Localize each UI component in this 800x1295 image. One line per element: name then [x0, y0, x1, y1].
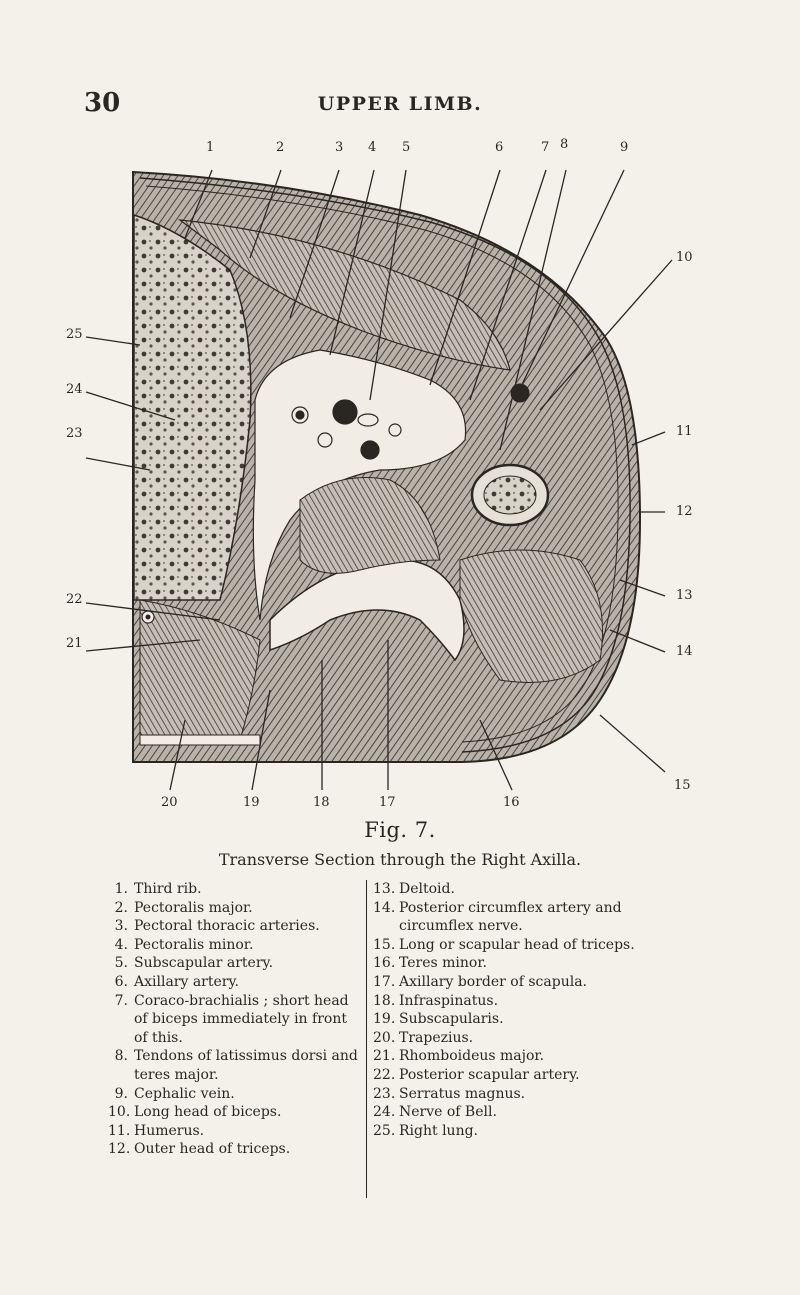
page-number: 30 [84, 88, 121, 118]
legend-item: 15. Long or scapular head of triceps. [373, 936, 635, 953]
callout-14: 14 [676, 644, 693, 659]
legend-item: 11. Humerus. [108, 1122, 205, 1139]
legend-item: 2. Pectoralis major. [114, 899, 253, 916]
callout-23: 23 [66, 426, 83, 441]
legend-item: 18. Infraspinatus. [373, 992, 499, 1009]
legend-item: 20. Trapezius. [373, 1029, 474, 1046]
callout-4: 4 [368, 140, 377, 155]
legend-item: 19. Subscapularis. [373, 1011, 504, 1028]
callout-7: 7 [541, 140, 550, 155]
legend-item: 6. Axillary artery. [114, 973, 239, 990]
legend-item: 24. Nerve of Bell. [373, 1104, 497, 1121]
callout-12: 12 [676, 504, 693, 519]
figure-label: Fig. 7. [364, 818, 436, 842]
callout-21: 21 [66, 636, 83, 651]
callout-17: 17 [379, 795, 396, 810]
legend-item: 13. Deltoid. [373, 881, 455, 897]
legend-left-column [108, 880, 358, 1159]
legend-item: 22. Posterior scapular artery. [373, 1066, 580, 1083]
legend-right-column [373, 880, 673, 1140]
callout-20: 20 [161, 795, 178, 810]
callout-10: 10 [676, 250, 693, 265]
legend-item: 10. Long head of biceps. [108, 1104, 282, 1121]
legend-item: 3. Pectoral thoracic arteries. [114, 918, 320, 935]
callout-2: 2 [276, 140, 285, 155]
legend-item: 21. Rhomboideus major. [373, 1048, 545, 1065]
legend-item: 17. Axillary border of scapula. [373, 973, 587, 990]
callout-1: 1 [206, 140, 215, 155]
callout-16: 16 [503, 795, 520, 810]
callout-19: 19 [243, 795, 260, 810]
legend-item: 25. Right lung. [373, 1122, 478, 1139]
legend-item: 4. Pectoralis minor. [114, 936, 254, 953]
callout-15: 15 [674, 778, 691, 793]
callout-8: 8 [560, 137, 569, 152]
callout-5: 5 [402, 140, 411, 155]
callout-13: 13 [676, 588, 693, 603]
legend-item: 7. Coraco-brachialis ; short head of biceps immediately in front of this. [114, 992, 349, 1046]
legend-item: 9. Cephalic vein. [114, 1085, 235, 1102]
legend-item: 14. Posterior circumflex artery and circumflex nerve. [373, 899, 622, 935]
legend-item: 8. Tendons of latissimus dorsi and teres major. [114, 1048, 358, 1083]
callout-3: 3 [335, 140, 344, 155]
legend-item: 5. Subscapular artery. [114, 955, 274, 972]
figure-caption: Transverse Section through the Right Axilla. [218, 850, 582, 869]
callout-22: 22 [66, 592, 83, 607]
callout-6: 6 [495, 140, 504, 155]
legend-item: 23. Serratus magnus. [373, 1085, 526, 1102]
callout-24: 24 [66, 382, 83, 397]
callout-25: 25 [66, 327, 83, 342]
callout-11: 11 [676, 424, 693, 439]
legend-item: 16. Teres minor. [373, 955, 487, 972]
legend-item: 1. Third rib. [114, 881, 202, 897]
callout-18: 18 [313, 795, 330, 810]
running-head: UPPER LIMB. [317, 93, 483, 115]
legend-divider [366, 880, 367, 1198]
callout-9: 9 [620, 140, 629, 155]
legend-item: 12. Outer head of triceps. [108, 1141, 291, 1158]
